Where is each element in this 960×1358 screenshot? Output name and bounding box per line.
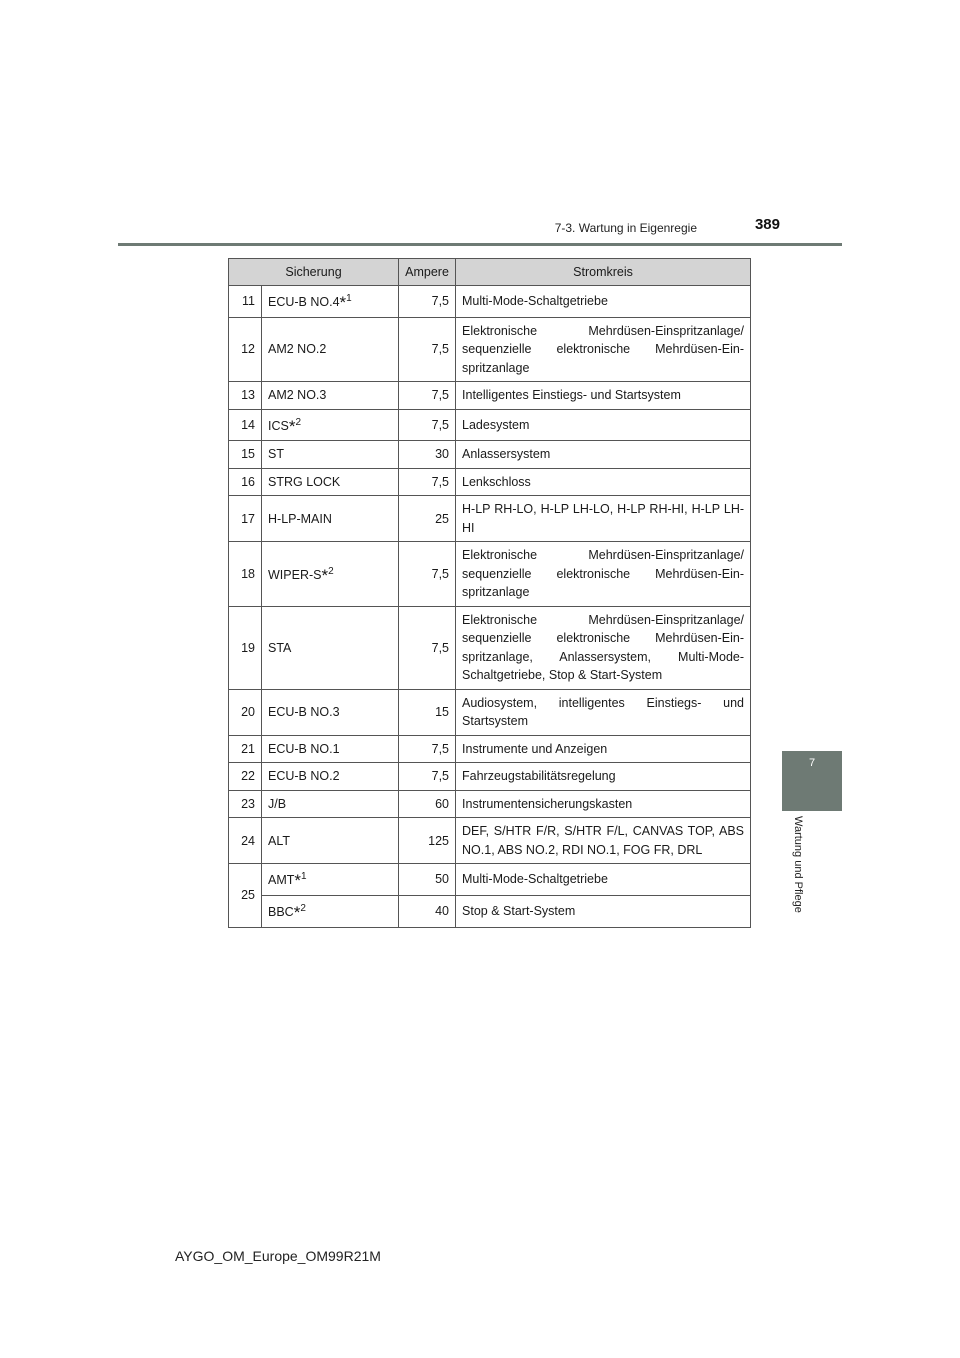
- fuse-name-cell: [262, 496, 399, 542]
- fuse-circuit: Instrumente und Anzeigen: [456, 735, 751, 763]
- fuse-name-cell: [262, 735, 399, 763]
- fuse-number: 15: [229, 441, 262, 469]
- footnote-asterisk: *: [294, 871, 302, 891]
- fuse-circuit: Elektronische Mehrdüsen-Einspritzanlage/ sequenzielle elektronische Mehrdüsen-Ein-spritzanlage, Anlassersystem, Multi-Mode-Schaltgetriebe, Stop & Start-System: [456, 606, 751, 689]
- table-row: [229, 317, 751, 382]
- fuse-ampere: 7,5: [399, 763, 456, 791]
- fuse-number: 25: [229, 864, 262, 927]
- fuse-number: 13: [229, 382, 262, 410]
- fuse-number: 23: [229, 790, 262, 818]
- fuse-circuit: Multi-Mode-Schaltgetriebe: [456, 864, 751, 896]
- fuse-number: 18: [229, 542, 262, 607]
- fuse-name-cell: [262, 689, 399, 735]
- fuse-name-cell: [262, 763, 399, 791]
- section-title: 7-3. Wartung in Eigenregie: [554, 221, 697, 235]
- fuse-name-cell: [262, 542, 399, 607]
- chapter-number: 7: [808, 757, 816, 769]
- footnote-asterisk: *: [339, 293, 347, 313]
- footnote-asterisk: *: [293, 903, 301, 923]
- fuse-name-cell: [262, 606, 399, 689]
- fuse-ampere: 7,5: [399, 409, 456, 441]
- fuse-circuit: Stop & Start-System: [456, 895, 751, 927]
- fuse-ampere: 7,5: [399, 606, 456, 689]
- fuse-table: [228, 258, 751, 928]
- table-row: [229, 689, 751, 735]
- fuse-number: 21: [229, 735, 262, 763]
- table-row: [229, 542, 751, 607]
- fuse-number: 16: [229, 468, 262, 496]
- fuse-ampere: 7,5: [399, 735, 456, 763]
- fuse-circuit: Fahrzeugstabilitätsregelung: [456, 763, 751, 791]
- header-circuit: Stromkreis: [456, 259, 751, 286]
- chapter-tab: [782, 751, 842, 811]
- fuse-name-cell: [262, 790, 399, 818]
- fuse-ampere: 30: [399, 441, 456, 469]
- document-id: AYGO_OM_Europe_OM99R21M: [175, 1248, 381, 1264]
- footnote-asterisk: *: [288, 416, 296, 436]
- fuse-name: ECU-B NO.4: [268, 295, 340, 310]
- fuse-ampere: 7,5: [399, 286, 456, 318]
- fuse-name: AM2 NO.2: [268, 342, 327, 357]
- fuse-circuit: Multi-Mode-Schaltgetriebe: [456, 286, 751, 318]
- fuse-number: 22: [229, 763, 262, 791]
- footnote-number: 1: [346, 293, 352, 304]
- fuse-ampere: 40: [399, 895, 456, 927]
- fuse-circuit: Ladesystem: [456, 409, 751, 441]
- table-row: [229, 409, 751, 441]
- fuse-name-cell: [262, 468, 399, 496]
- header-fuse: Sicherung: [229, 259, 399, 286]
- page-number: 389: [754, 216, 780, 233]
- footnote-asterisk: *: [321, 565, 329, 585]
- fuse-name: ALT: [268, 833, 290, 848]
- fuse-circuit: Lenkschloss: [456, 468, 751, 496]
- fuse-name: ECU-B NO.3: [268, 705, 340, 720]
- fuse-circuit: Audiosystem, intelligentes Einstiegs- und Startsystem: [456, 689, 751, 735]
- fuse-name-cell: [262, 895, 399, 927]
- table-row: [229, 818, 751, 864]
- fuse-name-cell: [262, 441, 399, 469]
- fuse-circuit: DEF, S/HTR F/R, S/HTR F/L, CANVAS TOP, ABS NO.1, ABS NO.2, RDI NO.1, FOG FR, DRL: [456, 818, 751, 864]
- header-ampere: Ampere: [399, 259, 456, 286]
- fuse-name: J/B: [268, 796, 287, 811]
- fuse-name: AM2 NO.3: [268, 388, 327, 403]
- fuse-ampere: 25: [399, 496, 456, 542]
- header-divider: [118, 243, 842, 246]
- fuse-ampere: 50: [399, 864, 456, 896]
- fuse-number: 19: [229, 606, 262, 689]
- fuse-name-cell: [262, 409, 399, 441]
- table-row: [229, 763, 751, 791]
- fuse-name: ICS: [268, 418, 289, 433]
- fuse-name-cell: [262, 286, 399, 318]
- fuse-ampere: 7,5: [399, 542, 456, 607]
- table-row: [229, 468, 751, 496]
- fuse-name-cell: [262, 818, 399, 864]
- footnote-number: 1: [301, 871, 307, 883]
- fuse-number: 20: [229, 689, 262, 735]
- table-row: [229, 441, 751, 469]
- fuse-name-cell: [262, 317, 399, 382]
- footnote-number: 2: [328, 565, 334, 577]
- table-header-row: [229, 259, 751, 286]
- fuse-name: ST: [268, 447, 284, 462]
- chapter-label: Wartung und Pflege: [792, 816, 804, 913]
- fuse-name: AMT: [268, 873, 295, 888]
- fuse-name: STRG LOCK: [268, 474, 341, 489]
- footnote-number: 2: [300, 902, 306, 914]
- table-row: [229, 382, 751, 410]
- fuse-number: 11: [229, 286, 262, 318]
- fuse-name-cell: [262, 382, 399, 410]
- table-row: [229, 606, 751, 689]
- table-row: [229, 864, 751, 896]
- fuse-name: WIPER-S: [268, 567, 322, 582]
- fuse-name: ECU-B NO.1: [268, 741, 340, 756]
- fuse-name: H-LP-MAIN: [268, 511, 332, 526]
- fuse-circuit: Instrumentensicherungskasten: [456, 790, 751, 818]
- fuse-circuit: H-LP RH-LO, H-LP LH-LO, H-LP RH-HI, H-LP LH-HI: [456, 496, 751, 542]
- fuse-name-cell: [262, 864, 399, 896]
- fuse-number: 12: [229, 317, 262, 382]
- fuse-circuit: Intelligentes Einstiegs- und Startsystem: [456, 382, 751, 410]
- fuse-ampere: 7,5: [399, 468, 456, 496]
- fuse-name: ECU-B NO.2: [268, 769, 340, 784]
- fuse-name: STA: [268, 640, 292, 655]
- fuse-ampere: 60: [399, 790, 456, 818]
- fuse-number: 17: [229, 496, 262, 542]
- fuse-ampere: 125: [399, 818, 456, 864]
- fuse-name: BBC: [268, 905, 294, 920]
- table-row: [229, 286, 751, 318]
- table-row: [229, 496, 751, 542]
- fuse-circuit: Anlassersystem: [456, 441, 751, 469]
- table-row: [229, 895, 751, 927]
- fuse-ampere: 7,5: [399, 382, 456, 410]
- fuse-circuit: Elektronische Mehrdüsen-Einspritzanlage/ sequenzielle elektronische Mehrdüsen-Ein-spritzanlage: [456, 317, 751, 382]
- table-row: [229, 735, 751, 763]
- fuse-circuit: Elektronische Mehrdüsen-Einspritzanlage/ sequenzielle elektronische Mehrdüsen-Ein-spritzanlage: [456, 542, 751, 607]
- table-row: [229, 790, 751, 818]
- fuse-ampere: 15: [399, 689, 456, 735]
- fuse-number: 14: [229, 409, 262, 441]
- footnote-number: 2: [295, 416, 302, 428]
- fuse-number: 24: [229, 818, 262, 864]
- fuse-ampere: 7,5: [399, 317, 456, 382]
